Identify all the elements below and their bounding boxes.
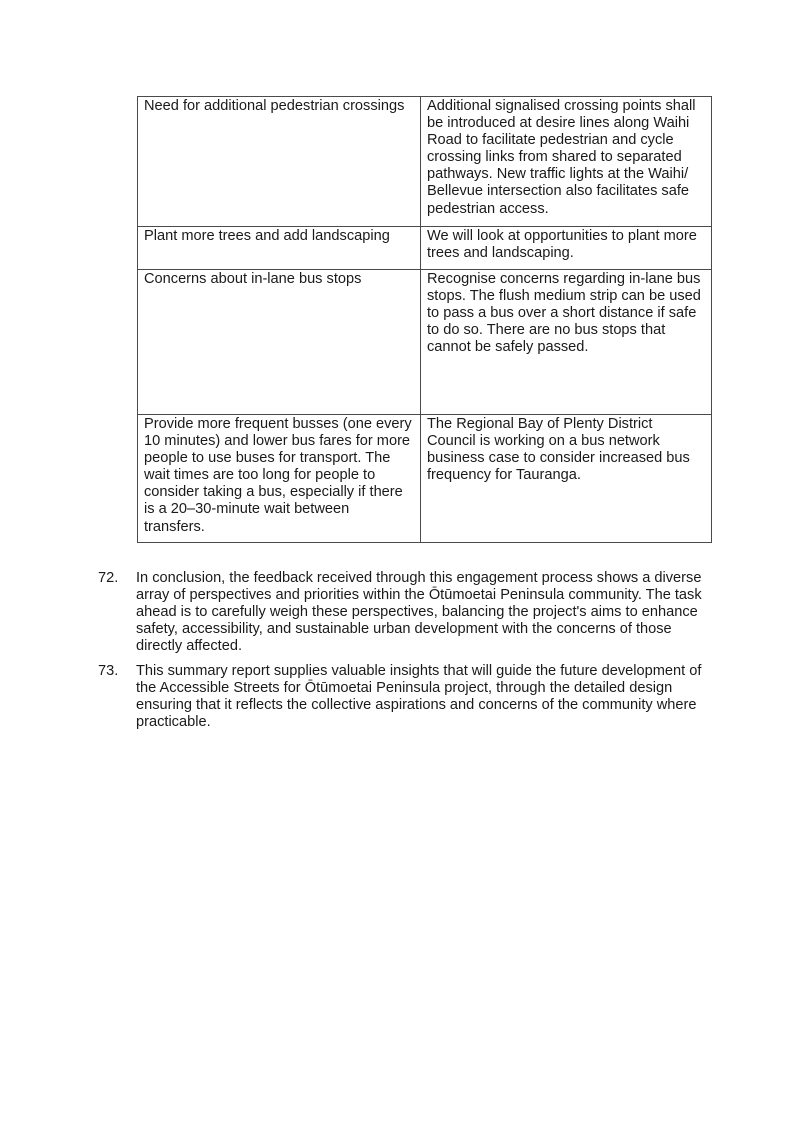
paragraph-number: 73. [98,663,119,679]
table-row [138,97,712,227]
feedback-cell: Need for additional pedestrian crossings [138,97,421,227]
paragraph-text: This summary report supplies valuable insights that will guide the future development of the Accessible Streets for Ōtūmoetai Peninsula project, through the detailed design ensuring that it reflects the collective aspirations and concerns of the community where practicable. [136,663,702,731]
feedback-cell: Provide more frequent busses (one every 10 minutes) and lower bus fares for more people to use buses for transport. The wait times are too long for people to consider taking a bus, especially if there is a 20–30-minute wait between transfers. [138,415,421,543]
feedback-cell: Concerns about in-lane bus stops [138,270,421,415]
table-row [138,415,712,543]
paragraph-text: In conclusion, the feedback received through this engagement process shows a diverse array of perspectives and priorities within the Ōtūmoetai Peninsula community. The task ahead is to carefully weigh these perspectives, balancing the project's aims to enhance safety, accessibility, and sustainable urban development with the concerns of those directly affected. [136,570,702,655]
response-cell: We will look at opportunities to plant more trees and landscaping. [421,227,712,270]
response-cell: Recognise concerns regarding in-lane bus stops. The flush medium strip can be used to pass a bus over a short distance if safe to do so. There are no bus stops that cannot be safely passed. [421,270,712,415]
feedback-response-table [137,96,712,543]
response-cell: Additional signalised crossing points shall be introduced at desire lines along Waihi Road to facilitate pedestrian and cycle crossing links from shared to separated pathways. New traffic lights at the Waihi/ Bellevue intersection also facilitates safe pedestrian access. [421,97,712,227]
response-cell: The Regional Bay of Plenty District Council is working on a bus network business case to consider increased bus frequency for Tauranga. [421,415,712,543]
paragraph-number: 72. [98,570,119,586]
numbered-paragraph [98,663,718,731]
numbered-paragraph [98,570,718,655]
feedback-cell: Plant more trees and add landscaping [138,227,421,270]
table-row [138,227,712,270]
table-row [138,270,712,415]
